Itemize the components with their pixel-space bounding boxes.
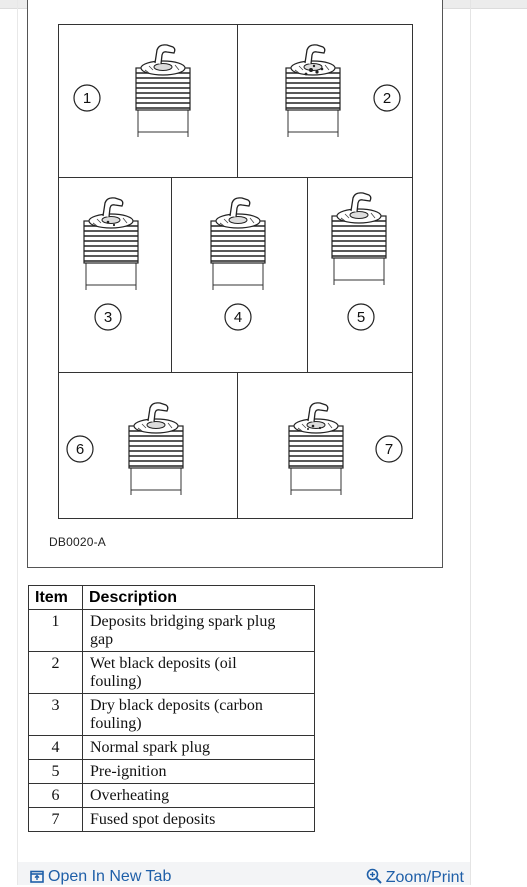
table-row [29,694,315,736]
callout-label-4: 4 [233,309,243,326]
table-row [29,808,315,832]
item-description: Wet black deposits (oil fouling) [83,652,315,694]
spark-plug-diagram [27,0,443,568]
item-description-table [28,585,315,832]
spark-plug-6 [129,403,183,495]
table-header-row [29,586,315,610]
table-row [29,652,315,694]
table-row [29,784,315,808]
zoom-print-link[interactable] [366,868,464,887]
scrollbar-track[interactable] [470,0,471,885]
item-description: Overheating [83,784,315,808]
table-row [29,736,315,760]
spark-plug-1 [136,45,190,137]
content-left-border [17,0,18,885]
callout-label-6: 6 [75,441,85,458]
item-number: 1 [29,610,83,652]
callout-label-5: 5 [356,309,366,326]
item-number: 4 [29,736,83,760]
item-description: Dry black deposits (carbon fouling) [83,694,315,736]
spark-plug-2 [286,45,340,137]
spark-plug-4 [211,198,265,290]
item-description: Pre-ignition [83,760,315,784]
column-header-description: Description [83,586,315,610]
item-number: 7 [29,808,83,832]
item-description: Deposits bridging spark plug gap [83,610,315,652]
callout-label-2: 2 [382,90,392,107]
spark-plug-5 [332,193,386,285]
zoom-print-label: Zoom/Print [385,869,464,886]
table-row [29,610,315,652]
item-number: 6 [29,784,83,808]
figure-code: DB0020-A [49,535,106,549]
callout-label-3: 3 [103,309,113,326]
callout-label-1: 1 [82,90,92,107]
item-number: 5 [29,760,83,784]
item-number: 2 [29,652,83,694]
table-row [29,760,315,784]
column-header-item: Item [29,586,83,610]
item-description: Normal spark plug [83,736,315,760]
magnifier-plus-icon [366,868,382,884]
open-in-new-tab-icon [30,870,44,883]
figure-footer-bar [18,862,470,885]
spark-plug-7 [289,403,343,495]
item-number: 3 [29,694,83,736]
spark-plug-3 [84,198,138,290]
open-in-new-tab-link[interactable] [30,868,171,886]
callout-label-7: 7 [384,441,394,458]
open-in-new-tab-label: Open In New Tab [48,868,172,885]
item-description: Fused spot deposits [83,808,315,832]
spark-plug-illustration [28,0,444,568]
